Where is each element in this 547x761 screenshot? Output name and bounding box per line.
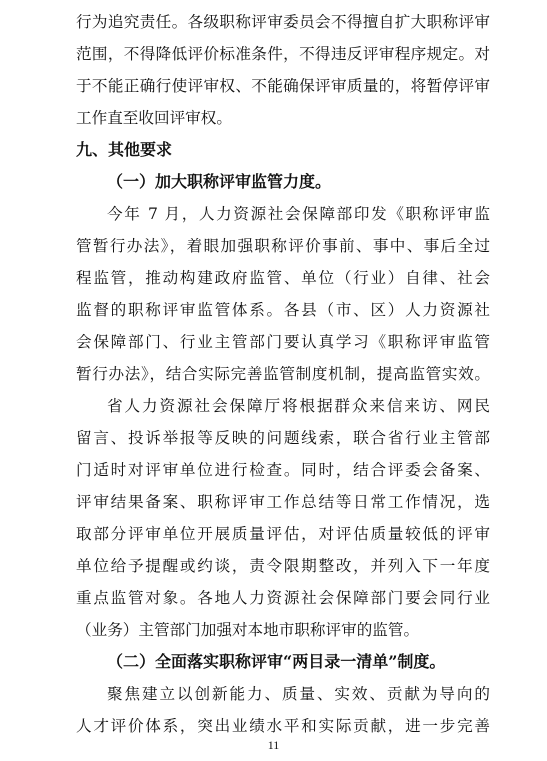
page-number: 11 <box>267 738 280 752</box>
paragraph-line: 暂行办法》，结合实际完善监管制度机制，提高监管实效。 <box>76 365 490 383</box>
paragraph-line: 重点监管对象。各地人力资源社会保障部门要会同行业 <box>76 589 490 607</box>
paragraph-line: 今年 7 月，人力资源社会保障部印发《职称评审监 <box>107 205 490 223</box>
paragraph-line: 取部分评审单位开展质量评估，对评估质量较低的评审 <box>76 525 490 543</box>
paragraph-line: 会保障部门、行业主管部门要认真学习《职称评审监管 <box>76 333 490 351</box>
paragraph-line: 门适时对评审单位进行检查。同时，结合评委会备案、 <box>76 461 490 479</box>
paragraph-line: 省人力资源社会保障厅将根据群众来信来访、网民 <box>107 397 490 415</box>
paragraph-line: 单位给予提醒或约谈，责令限期整改，并列入下一年度 <box>76 557 490 575</box>
paragraph-line: 人才评价体系，突出业绩水平和实际贡献，进一步完善 <box>76 717 490 735</box>
paragraph-line: 评审结果备案、职称评审工作总结等日常工作情况，选 <box>76 493 490 511</box>
section-heading: 九、其他要求 <box>76 140 173 159</box>
paragraph-line: 范围，不得降低评价标准条件，不得违反评审程序规定。对 <box>76 45 490 63</box>
paragraph-line: 于不能正确行使评审权、不能确保评审质量的，将暂停评审 <box>76 77 490 95</box>
subsection-heading: （一）加大职称评审监管力度。 <box>107 172 332 191</box>
paragraph-line: 留言、投诉举报等反映的问题线索，联合省行业主管部 <box>76 429 490 447</box>
paragraph-line: 聚焦建立以创新能力、质量、实效、贡献为导向的 <box>107 685 490 703</box>
paragraph-line: 监督的职称评审监管体系。各县（市、区）人力资源社 <box>76 301 490 319</box>
paragraph-line: 工作直至收回评审权。 <box>76 109 232 127</box>
paragraph-line: 行为追究责任。各级职称评审委员会不得擅自扩大职称评审 <box>76 13 490 31</box>
paragraph-line: 程监管，推动构建政府监管、单位（行业）自律、社会 <box>76 269 490 287</box>
paragraph-line: （业务）主管部门加强对本地市职称评审的监管。 <box>76 621 420 639</box>
paragraph-line: 管暂行办法》，着眼加强职称评价事前、事中、事后全过 <box>76 237 490 255</box>
subsection-heading: （二）全面落实职称评审“两目录一清单”制度。 <box>107 652 446 671</box>
